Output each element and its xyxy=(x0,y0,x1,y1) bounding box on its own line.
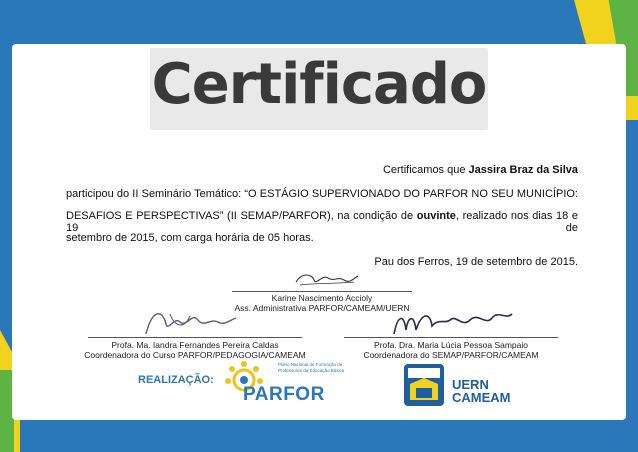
uern-line-2: CAMEAM xyxy=(452,390,511,405)
signature-center-name: Karine Nascimento Accioly xyxy=(271,293,373,303)
signature-right-name: Profa. Dra. Maria Lúcia Pessoa Sampaio xyxy=(373,340,529,350)
signature-left-scribble xyxy=(140,306,240,340)
signature-line-right xyxy=(344,337,558,338)
body-line-2 xyxy=(66,210,578,234)
recipient-name: Jassira Braz da Silva xyxy=(468,164,578,176)
participation-role: ouvinte xyxy=(416,210,456,222)
signature-right-role: Coordenadora do SEMAP/PARFOR/CAMEAM xyxy=(363,350,539,360)
uern-crest-icon xyxy=(402,362,446,408)
place-date: Pau dos Ferros, 19 de setembro de 2015. xyxy=(374,256,578,268)
border-bottom xyxy=(0,418,638,452)
body-line-2-suffix: , realizado nos dias 18 e 19 de xyxy=(66,210,579,234)
uern-line-1: UERN xyxy=(452,377,489,392)
intro-line xyxy=(66,164,578,176)
certificate-title: Certificado xyxy=(151,52,487,117)
uern-logo-text xyxy=(452,378,511,404)
body-line-2-prefix: DESAFIOS E PERSPECTIVAS” (II SEMAP/PARFOR), na condição de xyxy=(66,210,417,222)
border-top xyxy=(0,0,638,48)
signature-line-center xyxy=(232,291,412,292)
parfor-tagline: Plano Nacional de Formação de Professores da Educação Básica xyxy=(278,362,345,373)
realizacao-label: REALIZAÇÃO: xyxy=(138,374,214,386)
body-line-3: setembro de 2015, com carga horária de 05 horas. xyxy=(66,232,314,244)
signature-line-left xyxy=(88,337,302,338)
parfor-logo-text: PARFOR xyxy=(243,384,325,405)
signature-center-scribble xyxy=(292,268,362,292)
signature-center-role: Ass. Administrativa PARFOR/CAMEAM/UERN xyxy=(234,303,410,313)
signature-left-role: Coordenadora do Curso PARFOR/PEDAGOGIA/CAMEAM xyxy=(84,350,306,360)
signature-left-name: Profa. Ma. Iandra Fernandes Pereira Caldas xyxy=(111,340,279,350)
intro-prefix: Certificamos que xyxy=(382,164,469,176)
body-line-1: participou do II Seminário Temático: “O ESTÁGIO SUPERVIONADO DO PARFOR NO SEU MUNICÍPIO: xyxy=(66,188,578,200)
